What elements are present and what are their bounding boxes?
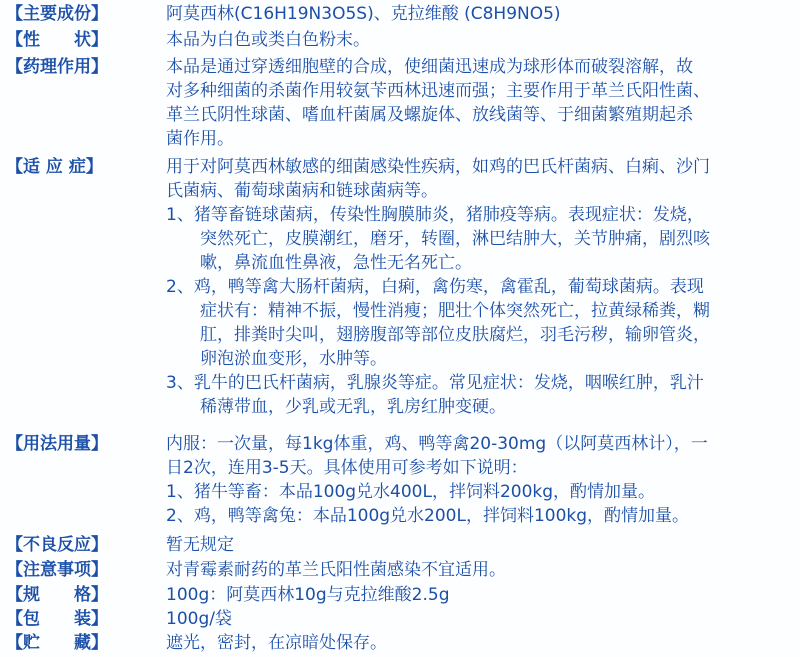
section-label: 【性 状】 [6, 30, 108, 50]
section-label: 【适 应 症】 [6, 157, 103, 177]
item-text-line: 卵泡淤血变形，水肿等。 [200, 349, 387, 369]
section-text-line: 日2次，连用3-5天。具体使用可参考如下说明： [166, 458, 528, 478]
section-label: 【主要成份】 [6, 4, 108, 24]
item-text-line: 稀薄带血，少乳或无乳，乳房红肿变硬。 [200, 397, 506, 417]
section-text-line: 用于对阿莫西林敏感的细菌感染性疾病，如鸡的巴氏杆菌病、白痢、沙门 [166, 157, 710, 177]
section-text-line: 100g：阿莫西林10g与克拉维酸2.5g [166, 585, 450, 605]
section-label: 【贮 藏】 [6, 633, 108, 653]
indication-item [166, 371, 794, 419]
dosage-item [166, 480, 794, 504]
section-text-line: 本品为白色或类白色粉末。 [166, 30, 370, 50]
item-text-line: 1、猪等畜链球菌病，传染性胸膜肺炎，猪肺疫等病。表现症状：发烧， [166, 205, 704, 225]
indication-item [166, 275, 794, 371]
item-text-line: 1、猪牛等畜：本品100g兑水400L，拌饲料200kg，酌情加量。 [166, 482, 656, 502]
section-label: 【药理作用】 [6, 57, 108, 77]
section-text-line: 100g/袋 [166, 609, 232, 629]
section-text-line: 遮光，密封，在凉暗处保存。 [166, 633, 387, 653]
section-label: 【规 格】 [6, 585, 108, 605]
dosage-item [166, 504, 794, 528]
item-text-line: 嗽，鼻流血性鼻液，急性无名死亡。 [200, 253, 472, 273]
section-label: 【用法用量】 [6, 434, 108, 454]
item-text-line: 2、鸡，鸭等禽大肠杆菌病，白痢，禽伤寒，禽霍乱，葡萄球菌病。表现 [166, 277, 704, 297]
section-text-line: 本品是通过穿透细胞壁的合成，使细菌迅速成为球形体而破裂溶解，故 [166, 57, 693, 77]
section-text-line: 氏菌病、葡萄球菌病和链球菌病等。 [166, 181, 438, 201]
section-text-line: 内服：一次量，每1kg体重，鸡、鸭等禽20-30mg（以阿莫西林计），一 [166, 434, 708, 454]
item-text-line: 症状有：精神不振，慢性消瘦；肥壮个体突然死亡，拉黄绿稀粪，糊 [200, 301, 710, 321]
section-text-line: 革兰氏阴性球菌、嗜血杆菌属及螺旋体、放线菌等、于细菌繁殖期起杀 [166, 105, 693, 125]
item-text-line: 肛，排粪时尖叫，翅膀腹部等部位皮肤腐烂，羽毛污秽，输卵管炎， [200, 325, 710, 345]
section-text-line: 菌作用。 [166, 129, 234, 149]
section-label: 【包 装】 [6, 609, 108, 629]
section-text-line: 暂无规定 [166, 535, 234, 555]
item-text-line: 2、鸡，鸭等禽兔：本品100g兑水200L，拌饲料100kg，酌情加量。 [166, 506, 690, 526]
section-label: 【注意事项】 [6, 560, 108, 580]
section-label: 【不良反应】 [6, 535, 108, 555]
item-text-line: 突然死亡，皮膜潮红，磨牙，转圈，淋巴结肿大，关节肿痛，剧烈咳 [200, 229, 710, 249]
item-text-line: 3、乳牛的巴氏杆菌病，乳腺炎等症。常见症状：发烧，咽喉红肿，乳汁 [166, 373, 704, 393]
indication-item [166, 203, 794, 275]
section-text-line: 对多种细菌的杀菌作用较氨苄西林迅速而强；主要作用于革兰氏阳性菌、 [166, 81, 710, 101]
section-text-line: 阿莫西林(C16H19N3O5S)、克拉维酸 (C8H9NO5) [166, 4, 561, 24]
section-text-line: 对青霉素耐药的革兰氏阳性菌感染不宜适用。 [166, 560, 506, 580]
